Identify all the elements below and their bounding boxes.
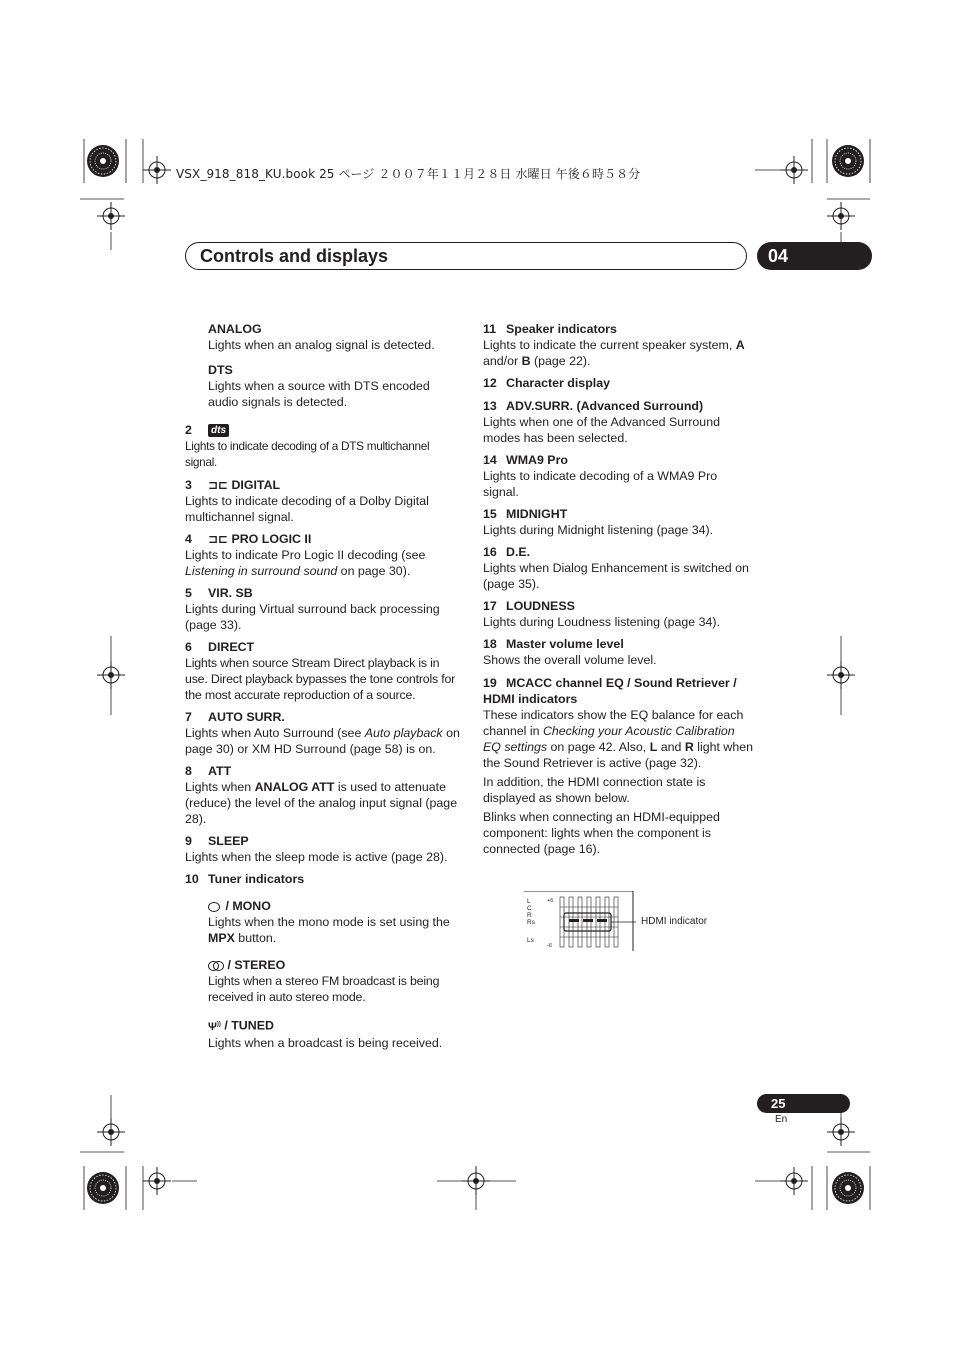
- item-16-description: Lights when Dialog Enhancement is switched on (page 35).: [483, 561, 749, 591]
- item-16-heading: D.E.: [506, 545, 531, 559]
- item-19-l: L: [649, 740, 658, 754]
- mono-desc-c: button.: [234, 931, 277, 945]
- item-13-description: Lights when one of the Advanced Surround modes has been selected.: [483, 415, 720, 445]
- item-11-b: B: [521, 354, 531, 368]
- diagram-top-label: +6: [547, 898, 554, 904]
- mono-desc-bold: MPX: [208, 931, 235, 945]
- item-11-heading: Speaker indicators: [506, 322, 617, 336]
- item-19-number: 19: [483, 676, 497, 690]
- item-5-heading: VIR. SB: [208, 586, 253, 600]
- item-8: [185, 763, 463, 827]
- item-19-heading-a: MCACC channel EQ / Sound Retriever /: [506, 676, 737, 690]
- page-number: 25: [771, 1096, 786, 1111]
- item-8-description: [185, 779, 463, 827]
- analog-heading: ANALOG: [208, 322, 262, 336]
- diagram-left-label-1: C: [527, 905, 532, 912]
- item-11-description: [483, 337, 755, 369]
- hdmi-segments: [569, 919, 607, 922]
- diagram-bottom-label: -6: [547, 943, 552, 949]
- mono-heading: MONO: [232, 899, 271, 913]
- item-2: [185, 422, 463, 470]
- item-17-description: Lights during Loudness listening (page 34).: [483, 615, 720, 629]
- item-19-and: and: [657, 740, 685, 754]
- item-18-heading: Master volume level: [506, 637, 624, 651]
- dolby-dd-icon: ⊐⊏: [208, 478, 232, 492]
- item-19-desc-c: light when the Sound Retriever is active (page 32).: [483, 740, 754, 770]
- mono-entry: / MONO Lights when the mono mode is set using the MPX button.: [185, 898, 463, 946]
- tuned-description: Lights when a broadcast is being received.: [208, 1035, 443, 1050]
- item-6-heading: DIRECT: [208, 640, 255, 654]
- item-10: [185, 871, 463, 887]
- item-2-number: 2: [185, 423, 192, 437]
- item-9-number: 9: [185, 834, 192, 848]
- item-12-heading: Character display: [506, 376, 610, 390]
- item-9-heading: SLEEP: [208, 834, 249, 848]
- item-12-number: 12: [483, 376, 497, 390]
- analog-entry: [185, 321, 463, 353]
- right-column: [483, 321, 755, 857]
- item-18-number: 18: [483, 637, 497, 651]
- item-10-number: 10: [185, 872, 199, 886]
- item-13-number: 13: [483, 399, 497, 413]
- item-14-number: 14: [483, 453, 497, 467]
- item-18: [483, 636, 755, 668]
- left-column: [185, 321, 463, 1051]
- item-14: [483, 452, 755, 500]
- item-4-desc-a: Lights to indicate Pro Logic II decoding (see: [185, 548, 426, 562]
- tuned-entry: Ψ)) / TUNED Lights when a broadcast is being received.: [185, 1016, 463, 1051]
- item-15-number: 15: [483, 507, 497, 521]
- item-17-number: 17: [483, 599, 497, 613]
- item-4-description: [185, 547, 463, 579]
- page-number-badge: [757, 1094, 850, 1113]
- item-11-end: (page 22).: [530, 354, 591, 368]
- item-9: [185, 833, 463, 865]
- item-8-heading: ATT: [208, 764, 232, 778]
- section-title: Controls and displays: [200, 246, 389, 266]
- item-5: [185, 585, 463, 633]
- item-5-description: Lights during Virtual surround back processing (page 33).: [185, 602, 440, 632]
- item-8-desc-a: Lights when: [185, 780, 255, 794]
- diagram-left-label-3: Rs: [527, 919, 535, 926]
- stereo-double-circle-icon: [208, 961, 224, 971]
- item-19: [483, 675, 755, 857]
- item-7-desc-a: Lights when Auto Surround (see: [185, 726, 365, 740]
- item-15-description: Lights during Midnight listening (page 34).: [483, 523, 714, 537]
- item-8-number: 8: [185, 764, 192, 778]
- diagram-left-label-2: R: [527, 912, 532, 919]
- language-code: En: [775, 1114, 788, 1125]
- item-7-number: 7: [185, 710, 192, 724]
- item-18-description: Shows the overall volume level.: [483, 653, 657, 667]
- item-4-heading: PRO LOGIC II: [231, 532, 312, 546]
- item-4-number: 4: [185, 532, 192, 546]
- item-11-mid: and/or: [483, 354, 522, 368]
- stereo-entry: / STEREO Lights when a stereo FM broadcast is being received in auto stereo mode.: [185, 957, 463, 1005]
- item-8-desc-bold: ANALOG ATT: [254, 780, 335, 794]
- item-11: [483, 321, 755, 369]
- mono-desc-a: Lights when the mono mode is set using the: [208, 915, 450, 929]
- chapter-badge: [757, 242, 872, 270]
- item-7-description: [185, 725, 463, 757]
- analog-description: Lights when an analog signal is detected.: [208, 338, 435, 352]
- item-2-description: Lights to indicate decoding of a DTS multichannel signal.: [185, 439, 430, 469]
- item-4-desc-b: on page 30).: [337, 564, 411, 578]
- item-3-number: 3: [185, 478, 192, 492]
- item-4-desc-italic: Listening in surround sound: [185, 564, 338, 578]
- chapter-number: 04: [768, 246, 789, 266]
- item-7: [185, 709, 463, 757]
- item-12: [483, 375, 755, 391]
- item-3-description: Lights to indicate decoding of a Dolby Digital multichannel signal.: [185, 494, 429, 524]
- dts-logo-text: dts: [211, 425, 226, 437]
- item-3: [185, 477, 463, 525]
- book-file-line: VSX_918_818_KU.book 25 ページ ２００７年１１月２８日 水曜日 午後６時５８分: [176, 167, 641, 181]
- item-6: [185, 639, 463, 703]
- mono-circle-icon: [208, 902, 220, 912]
- item-8-desc-c: is used to attenuate (reduce) the level of the analog input signal (page 28).: [185, 780, 458, 826]
- item-17: [483, 598, 755, 630]
- item-15: [483, 506, 755, 538]
- item-7-heading: AUTO SURR.: [208, 710, 285, 724]
- item-19-heading-b: HDMI indicators: [483, 692, 578, 706]
- dts-entry: [185, 362, 463, 410]
- item-5-number: 5: [185, 586, 192, 600]
- item-19-description: [483, 707, 755, 771]
- item-17-heading: LOUDNESS: [506, 599, 575, 613]
- item-19-r: R: [684, 740, 694, 754]
- item-16-number: 16: [483, 545, 497, 559]
- item-11-number: 11: [483, 322, 497, 336]
- hdmi-indicator-label: HDMI indicator: [641, 916, 708, 927]
- item-6-number: 6: [185, 640, 192, 654]
- dts-logo-icon: [208, 424, 229, 437]
- item-13-heading: ADV.SURR. (Advanced Surround): [506, 399, 704, 413]
- item-11-desc-a: Lights to indicate the current speaker system,: [483, 338, 736, 352]
- hdmi-indicator-diagram: [524, 891, 636, 953]
- item-19-paragraph-3: Blinks when connecting an HDMI-equipped component: lights when the component is connected (page 16).: [483, 810, 720, 856]
- dts-heading: DTS: [208, 363, 233, 377]
- mono-description: [208, 914, 463, 946]
- item-19-paragraph-2: In addition, the HDMI connection state is displayed as shown below.: [483, 775, 706, 805]
- item-11-a: A: [735, 338, 745, 352]
- item-7-desc-italic: Auto playback: [364, 726, 443, 740]
- item-19-desc-a: These indicators show the EQ balance for each channel in: [483, 708, 744, 738]
- item-9-description: Lights when the sleep mode is active (page 28).: [185, 850, 448, 864]
- dolby-dd-icon: ⊐⊏: [208, 532, 232, 546]
- tuned-heading: TUNED: [231, 1018, 274, 1033]
- item-15-heading: MIDNIGHT: [506, 507, 568, 521]
- dts-description: Lights when a source with DTS encoded audio signals is detected.: [208, 379, 430, 409]
- diagram-left-label-0: L: [527, 898, 531, 905]
- item-3-heading: DIGITAL: [231, 478, 281, 492]
- stereo-description: Lights when a stereo FM broadcast is being received in auto stereo mode.: [208, 974, 440, 1004]
- item-4: [185, 531, 463, 579]
- item-13: [483, 398, 755, 446]
- item-14-heading: WMA9 Pro: [506, 453, 568, 467]
- item-16: [483, 544, 755, 592]
- item-14-description: Lights to indicate decoding of a WMA9 Pro signal.: [483, 469, 718, 499]
- diagram-left-label-4: Ls: [527, 937, 534, 944]
- antenna-icon: Ψ)): [208, 1020, 221, 1033]
- item-10-heading: Tuner indicators: [208, 872, 305, 886]
- item-19-desc-b: on page 42. Also,: [547, 740, 650, 754]
- stereo-heading: STEREO: [234, 958, 286, 972]
- item-7-desc-b: on page 30) or XM HD Surround (page 58) is on.: [185, 726, 460, 756]
- item-6-description: Lights when source Stream Direct playback is in use. Direct playback bypasses the tone controls for the most accurate reproduction of a source.: [185, 656, 456, 702]
- item-19-desc-italic: Checking your Acoustic Calibration EQ settings: [483, 724, 735, 754]
